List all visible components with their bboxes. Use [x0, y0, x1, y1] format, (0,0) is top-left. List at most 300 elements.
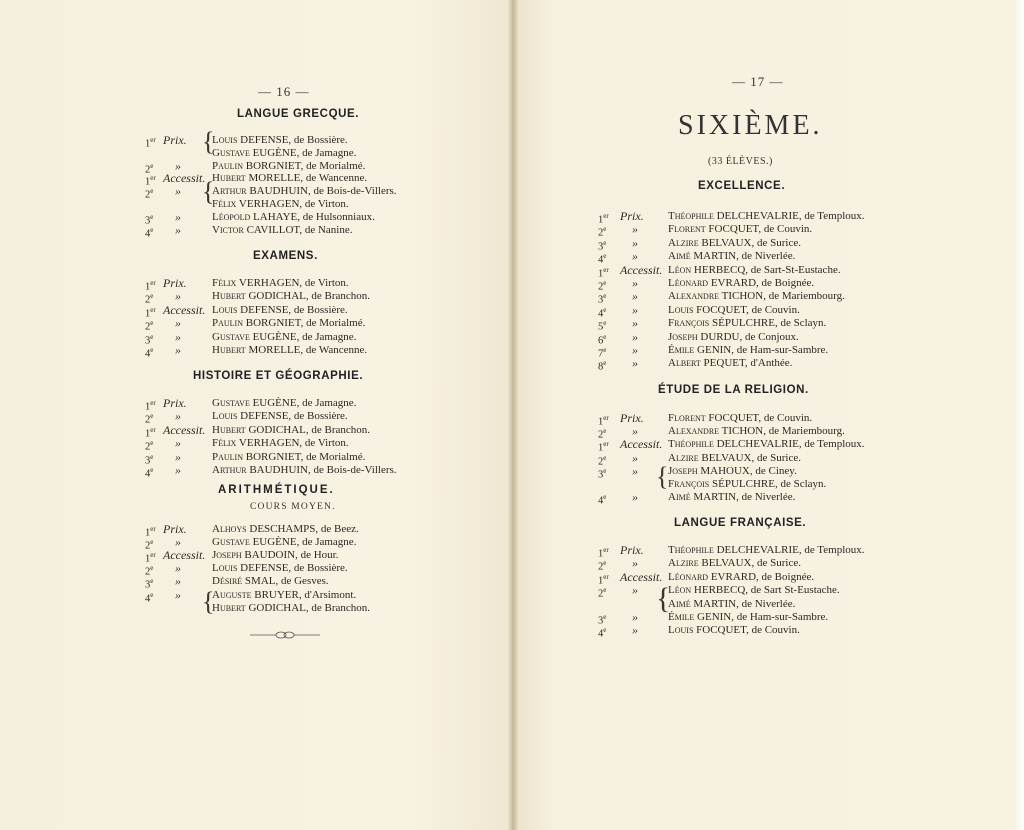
section-title-examens: EXAMENS.: [253, 250, 318, 262]
student-last-name: PEQUET: [703, 357, 745, 370]
award-row: [145, 574, 485, 591]
student-first-name: Désiré: [212, 575, 243, 588]
award-row: [145, 548, 485, 565]
student-entry: [212, 535, 356, 549]
student-entry: [668, 236, 801, 250]
award-row: [598, 477, 938, 491]
student-hometown: , de Conjoux.: [739, 330, 799, 343]
student-entry: [668, 330, 799, 344]
student-last-name: BAUDOIN: [244, 549, 296, 562]
award-rank: 2e: [598, 586, 607, 600]
award-rank: 3e: [145, 212, 154, 227]
student-first-name: Aimé: [668, 491, 691, 504]
student-entry: [212, 423, 370, 437]
student-hometown: , de Jamagne.: [296, 146, 357, 159]
section-title-arithmetique: ARITHMÉTIQUE.: [218, 484, 335, 496]
award-type: »: [632, 276, 638, 290]
award-row: [145, 436, 485, 453]
award-row: [598, 569, 938, 587]
student-hometown: , de Nanine.: [299, 223, 353, 236]
student-entry: [212, 450, 365, 464]
award-row: [145, 601, 485, 615]
student-first-name: Léopold: [212, 210, 251, 223]
student-first-name: Louis: [212, 134, 238, 146]
student-entry: [668, 303, 800, 317]
award-type: Prix.: [620, 543, 644, 557]
student-last-name: BAUDHUIN: [249, 464, 308, 476]
student-last-name: GENIN: [697, 611, 732, 623]
student-last-name: SÉPULCHRE: [712, 317, 775, 330]
student-first-name: Hubert: [212, 423, 246, 436]
student-entry: [212, 522, 359, 536]
student-last-name: MORELLE: [248, 344, 301, 356]
award-type: »: [632, 424, 638, 439]
award-type: Accessit.: [163, 171, 206, 186]
award-row: [145, 422, 485, 440]
student-first-name: Gustave: [212, 146, 250, 159]
award-rank: 3e: [598, 292, 607, 306]
award-type: »: [632, 329, 638, 344]
award-row: [598, 543, 938, 560]
award-rank: 1er: [145, 279, 156, 293]
student-first-name: Paulin: [212, 317, 244, 330]
award-row: [598, 249, 938, 266]
student-last-name: MAHOUX: [700, 464, 750, 477]
award-row: [598, 343, 938, 360]
student-first-name: Joseph: [212, 549, 242, 562]
student-entry: [212, 303, 348, 317]
award-rank: 4e: [145, 225, 154, 240]
award-type: Accessit.: [163, 302, 206, 317]
student-first-name: Louis: [212, 410, 238, 423]
award-row: [145, 409, 485, 426]
award-row: [145, 463, 485, 480]
brace: {: [202, 587, 215, 616]
student-last-name: DESCHAMPS: [249, 523, 316, 535]
student-last-name: EUGÈNE: [252, 146, 297, 159]
award-type: »: [632, 343, 638, 357]
student-first-name: Louis: [212, 562, 238, 575]
award-row: [145, 396, 485, 413]
brace: {: [656, 582, 671, 615]
student-hometown: , de Bois-de-Villers.: [308, 185, 397, 198]
student-first-name: Aimé: [668, 250, 691, 263]
award-type: Prix.: [163, 276, 187, 290]
award-rank: 1er: [598, 265, 609, 280]
student-last-name: GODICHAL: [248, 290, 306, 303]
student-last-name: HERBECQ: [693, 263, 746, 276]
award-type: »: [632, 249, 638, 264]
student-first-name: Léonard: [668, 570, 709, 583]
student-entry: [668, 556, 801, 570]
student-hometown: , de Morialmé.: [300, 450, 366, 463]
award-rank: 1er: [145, 525, 156, 539]
student-hometown: , de Surice.: [751, 451, 801, 464]
student-first-name: Louis: [212, 303, 238, 316]
award-type: »: [175, 449, 181, 464]
student-hometown: , de Bois-de-Villers.: [308, 464, 397, 476]
student-first-name: Florent: [668, 412, 706, 424]
student-hometown: , de Bossière.: [288, 410, 348, 423]
student-entry: [668, 570, 814, 584]
award-type: »: [175, 158, 181, 173]
award-rank: 3e: [145, 577, 154, 591]
award-row: [598, 437, 938, 454]
student-hometown: , de Branchon.: [305, 290, 371, 303]
award-row: [598, 289, 938, 306]
award-row: [145, 222, 485, 240]
student-entry: [668, 610, 828, 624]
section-title-langue-francaise: LANGUE FRANÇAISE.: [674, 517, 807, 529]
award-row: [145, 329, 485, 347]
student-hometown: , de Virton.: [299, 198, 349, 210]
award-rank: 2e: [598, 427, 607, 441]
student-last-name: DEFENSE: [240, 134, 289, 146]
award-rank: 1er: [598, 572, 609, 587]
student-first-name: Paulin: [212, 159, 244, 172]
student-last-name: DEFENSE: [240, 303, 289, 316]
student-hometown: , de Couvin.: [758, 412, 813, 424]
page-number: — 16 —: [258, 84, 310, 99]
student-entry: [668, 411, 812, 425]
award-type: »: [632, 222, 638, 237]
student-first-name: Joseph: [668, 330, 698, 343]
student-last-name: DURDU: [700, 330, 740, 343]
student-entry: [668, 263, 841, 277]
section-title-etude-de-la-religion: ÉTUDE DE LA RELIGION.: [658, 384, 809, 396]
award-type: »: [175, 184, 181, 199]
right-page: [512, 0, 1024, 830]
award-type: »: [175, 329, 181, 344]
award-row: [598, 583, 938, 600]
student-entry: [212, 463, 397, 477]
student-first-name: Léon: [668, 584, 692, 597]
student-first-name: Gustave: [212, 330, 250, 343]
student-first-name: Gustave: [212, 397, 250, 409]
award-rank: 3e: [145, 452, 154, 467]
student-entry: [212, 223, 352, 237]
student-first-name: Joseph: [668, 464, 698, 477]
student-hometown: , de Sclayn.: [774, 478, 827, 490]
award-row: [598, 302, 938, 320]
student-last-name: EVRARD: [710, 570, 757, 583]
award-type: »: [175, 409, 181, 424]
award-type: »: [632, 610, 638, 624]
student-last-name: FOCQUET: [696, 303, 747, 316]
student-first-name: Arthur: [212, 464, 247, 476]
award-type: »: [632, 623, 638, 638]
student-entry: [668, 543, 865, 557]
award-rank: 2e: [145, 412, 154, 426]
award-rank: 4e: [598, 305, 607, 320]
student-entry: [212, 289, 370, 303]
student-entry: [668, 477, 826, 491]
student-last-name: EUGÈNE: [252, 330, 297, 343]
student-last-name: SMAL: [244, 575, 276, 588]
student-last-name: GODICHAL: [248, 601, 306, 614]
award-rank: 2e: [145, 319, 154, 333]
student-hometown: , de Wancenne.: [300, 172, 368, 185]
award-rank: 3e: [145, 332, 154, 347]
award-rank: 4e: [598, 252, 607, 266]
award-rank: 2e: [145, 538, 154, 552]
award-row: [598, 222, 938, 239]
student-hometown: , de Hour.: [295, 549, 339, 562]
book-gutter: [508, 0, 518, 830]
award-rank: 8e: [598, 359, 607, 373]
student-first-name: Félix: [212, 198, 237, 210]
student-hometown: , de Temploux.: [798, 544, 865, 556]
student-first-name: Alhoys: [212, 523, 247, 535]
award-rank: 2e: [598, 559, 607, 573]
award-type: »: [632, 450, 638, 465]
award-rank: 2e: [145, 187, 154, 201]
student-hometown: , de Wancenne.: [300, 344, 368, 356]
award-type: »: [175, 535, 181, 550]
student-first-name: Louis: [668, 624, 694, 637]
class-count: (33 ÉLÈVES.): [708, 156, 773, 167]
student-last-name: BRUYER: [254, 588, 299, 601]
award-type: Prix.: [163, 396, 187, 410]
student-last-name: BORGNIET: [245, 317, 301, 330]
student-hometown: , de Niverlée.: [736, 491, 796, 504]
student-first-name: Alexandre: [668, 290, 720, 303]
student-entry: [212, 409, 348, 423]
student-entry: [668, 451, 801, 465]
student-last-name: BORGNIET: [245, 159, 301, 172]
student-hometown: , de Ham-sur-Sambre.: [731, 344, 829, 356]
student-first-name: Théophile: [668, 438, 714, 451]
student-first-name: Hubert: [212, 172, 246, 185]
award-row: [598, 276, 938, 293]
student-first-name: François: [668, 317, 710, 330]
award-type: »: [175, 222, 181, 237]
award-rank: 4e: [598, 493, 607, 507]
student-last-name: MARTIN: [693, 597, 737, 610]
student-entry: [212, 561, 348, 575]
student-hometown: , de Boignée.: [756, 570, 815, 583]
student-last-name: BELVAUX: [701, 236, 752, 249]
award-type: Prix.: [163, 522, 187, 536]
award-rank: 2e: [598, 279, 607, 293]
student-first-name: Émile: [668, 344, 695, 356]
student-first-name: Alzire: [668, 557, 699, 570]
student-hometown: , de Couvin.: [746, 303, 800, 316]
student-first-name: Alzire: [668, 236, 699, 249]
award-row: [598, 556, 938, 573]
student-last-name: EUGÈNE: [252, 397, 297, 409]
section-title-langue-grecque: LANGUE GRECQUE.: [237, 108, 360, 120]
award-rank: 2e: [145, 564, 154, 578]
student-hometown: , de Bossière.: [288, 303, 348, 316]
award-row: [145, 561, 485, 578]
student-entry: [668, 356, 792, 370]
award-type: »: [175, 316, 181, 331]
student-first-name: Hubert: [212, 344, 246, 356]
award-rank: 2e: [598, 453, 607, 468]
student-entry: [668, 464, 797, 478]
student-hometown: , de Surice.: [751, 557, 801, 570]
award-row: [598, 424, 938, 441]
award-type: Accessit.: [163, 548, 206, 563]
student-first-name: Aimé: [668, 597, 691, 610]
award-rank: 1er: [145, 425, 156, 440]
award-row: [145, 316, 485, 333]
student-last-name: VERHAGEN: [238, 198, 300, 210]
award-rank: 5e: [598, 319, 607, 333]
student-hometown: , de Ham-sur-Sambre.: [731, 611, 829, 623]
student-hometown: , de Sclayn.: [774, 317, 827, 330]
award-rank: 4e: [145, 346, 154, 360]
student-hometown: , de Couvin.: [746, 624, 800, 637]
award-row: [598, 450, 938, 468]
student-hometown: , de Jamagne.: [296, 536, 357, 549]
student-last-name: DELCHEVALRIE: [716, 210, 799, 222]
award-row: [598, 329, 938, 347]
student-hometown: , de Jamagne.: [296, 397, 357, 409]
student-hometown: , de Bossière.: [288, 562, 348, 575]
brace: {: [202, 127, 215, 156]
student-entry: [212, 343, 367, 357]
award-rank: 2e: [145, 439, 154, 453]
student-entry: [668, 276, 814, 290]
student-hometown: , de Morialmé.: [300, 159, 366, 172]
award-type: Accessit.: [620, 262, 663, 277]
student-hometown: , de Mariembourg.: [763, 425, 845, 438]
student-first-name: Victor: [212, 223, 244, 236]
student-entry: [212, 574, 329, 588]
award-rank: 4e: [145, 466, 154, 480]
student-last-name: FOCQUET: [708, 223, 759, 236]
brace: {: [656, 462, 669, 491]
award-row: [145, 289, 485, 306]
student-hometown: , de Virton.: [299, 277, 349, 289]
student-hometown: , de Temploux.: [798, 210, 865, 222]
award-row: [145, 522, 485, 539]
award-rank: 1er: [145, 136, 156, 150]
student-first-name: Félix: [212, 277, 237, 289]
student-hometown: , de Hulsonniaux.: [297, 210, 375, 223]
award-type: »: [175, 574, 181, 589]
section-title-excellence: EXCELLENCE.: [698, 180, 786, 192]
student-entry: [668, 222, 812, 236]
award-type: Prix.: [620, 411, 644, 425]
award-row: [145, 449, 485, 467]
award-rank: 1er: [145, 399, 156, 413]
student-first-name: Auguste: [212, 588, 252, 601]
student-last-name: VERHAGEN: [238, 277, 300, 289]
student-entry: [212, 316, 365, 330]
award-row: [598, 597, 938, 611]
student-hometown: , de Temploux.: [798, 438, 865, 451]
student-entry: [668, 437, 865, 451]
award-rank: 1er: [145, 174, 156, 188]
student-last-name: EUGÈNE: [252, 536, 297, 549]
student-last-name: VERHAGEN: [238, 437, 300, 450]
student-first-name: Alzire: [668, 451, 699, 464]
student-last-name: FOCQUET: [708, 412, 759, 424]
student-first-name: Théophile: [668, 544, 714, 556]
student-hometown: , de Couvin.: [758, 223, 813, 236]
ornament-divider: [250, 630, 320, 640]
student-last-name: DELCHEVALRIE: [716, 438, 799, 451]
award-row: [145, 588, 485, 602]
award-type: »: [175, 463, 181, 477]
award-row: [598, 463, 938, 481]
award-row: [598, 316, 938, 333]
award-rank: 2e: [145, 292, 154, 306]
award-type: »: [632, 490, 638, 505]
award-rank: 2e: [598, 225, 607, 239]
award-row: [145, 276, 485, 293]
student-first-name: Gustave: [212, 536, 250, 549]
student-entry: [668, 316, 826, 330]
student-entry: [212, 330, 356, 344]
student-entry: [212, 276, 349, 290]
student-entry: [668, 249, 795, 263]
award-type: »: [632, 356, 638, 371]
student-first-name: Hubert: [212, 290, 246, 303]
student-last-name: BORGNIET: [245, 450, 301, 463]
student-last-name: GODICHAL: [248, 423, 306, 436]
student-hometown: , de Morialmé.: [300, 317, 366, 330]
student-first-name: Arthur: [212, 185, 247, 198]
section-subtitle-cours-moyen: COURS MOYEN.: [250, 502, 336, 512]
student-first-name: Albert: [668, 357, 701, 370]
student-entry: [668, 597, 795, 611]
award-type: »: [632, 556, 638, 571]
student-entry: [212, 396, 356, 410]
award-rank: 3e: [598, 466, 607, 481]
student-entry: [668, 424, 845, 438]
award-rank: 6e: [598, 332, 607, 347]
award-rank: 3e: [598, 613, 607, 627]
class-title: SIXIÈME.: [678, 110, 823, 141]
student-hometown: , de Branchon.: [305, 601, 371, 614]
student-entry: [668, 289, 845, 303]
student-last-name: SÉPULCHRE: [712, 478, 775, 490]
award-type: »: [175, 587, 181, 602]
award-type: »: [632, 463, 638, 478]
award-type: »: [175, 561, 181, 576]
student-last-name: BAUDHUIN: [249, 185, 308, 198]
award-row: [145, 535, 485, 552]
student-last-name: MARTIN: [693, 491, 737, 504]
award-type: »: [632, 289, 638, 304]
award-rank: 3e: [598, 238, 607, 253]
student-entry: [668, 209, 865, 223]
student-first-name: Léon: [668, 263, 692, 276]
student-first-name: François: [668, 478, 710, 490]
student-entry: [668, 623, 800, 637]
student-last-name: TICHON: [721, 425, 764, 438]
student-last-name: MARTIN: [693, 250, 737, 263]
student-hometown: , de Surice.: [751, 236, 801, 249]
award-rank: 1er: [145, 305, 156, 320]
page-edge: [1014, 0, 1024, 830]
award-row: [598, 623, 938, 640]
student-first-name: Émile: [668, 611, 695, 623]
student-first-name: Léonard: [668, 277, 709, 289]
student-first-name: Florent: [668, 223, 706, 236]
award-type: »: [632, 235, 638, 250]
student-last-name: HERBECQ: [693, 584, 746, 597]
award-rank: 4e: [145, 590, 154, 604]
student-last-name: BELVAUX: [701, 451, 752, 464]
student-last-name: DEFENSE: [240, 410, 289, 423]
award-type: Prix.: [163, 133, 187, 147]
student-first-name: Félix: [212, 437, 237, 450]
